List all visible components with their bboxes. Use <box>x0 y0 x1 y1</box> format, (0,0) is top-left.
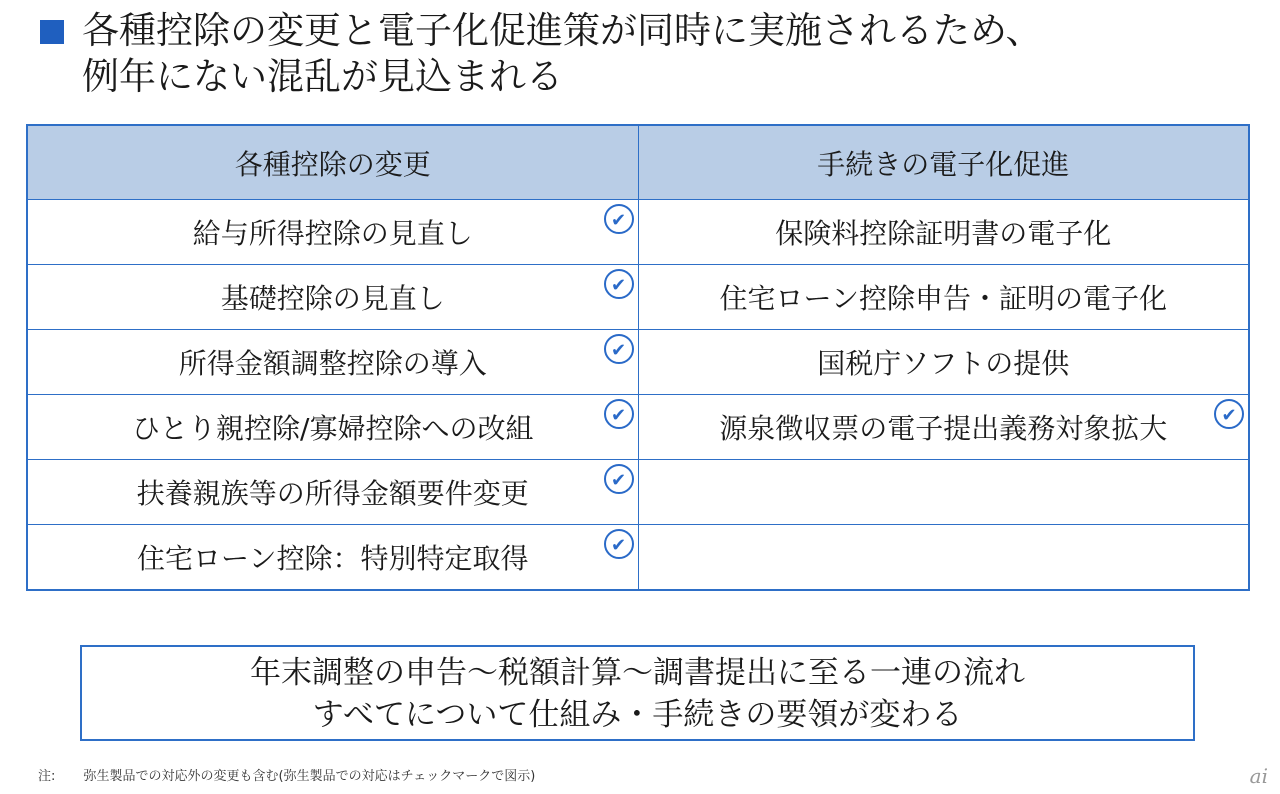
check-circle-icon: ✔ <box>604 204 634 234</box>
page-title <box>40 8 1260 100</box>
digitalization-label: 国税庁ソフトの提供 <box>817 347 1070 380</box>
footnote-label: 注: <box>38 769 56 784</box>
check-circle-icon: ✔ <box>1214 399 1244 429</box>
header-deductions: 各種控除の変更 <box>27 125 638 200</box>
digitalization-cell <box>638 395 1249 460</box>
digitalization-label: 住宅ローン控除申告・証明の電子化 <box>719 282 1167 315</box>
deduction-label: 基礎控除の見直し <box>220 282 445 315</box>
digitalization-cell <box>638 525 1249 591</box>
comparison-table <box>26 124 1250 591</box>
ai-logo: ai <box>1249 764 1268 788</box>
deduction-label: ひとり親控除/寡婦控除への改組 <box>132 412 534 445</box>
check-circle-icon: ✔ <box>604 464 634 494</box>
title-line-1: 各種控除の変更と電子化促進策が同時に実施されるため、 <box>82 9 1043 52</box>
title-bullet-square <box>40 20 64 44</box>
deduction-cell <box>27 330 638 395</box>
table-row <box>27 200 1249 265</box>
deduction-label: 給与所得控除の見直し <box>192 217 473 250</box>
digitalization-label: 保険料控除証明書の電子化 <box>775 217 1112 250</box>
deduction-label: 所得金額調整控除の導入 <box>178 347 487 380</box>
deduction-cell <box>27 265 638 330</box>
check-circle-icon: ✔ <box>604 269 634 299</box>
table-row <box>27 330 1249 395</box>
check-circle-icon: ✔ <box>604 399 634 429</box>
deduction-cell <box>27 395 638 460</box>
footnote-text: 弥生製品での対応外の変更も含む(弥生製品での対応はチェックマークで図示) <box>83 769 536 784</box>
header-digitalization: 手続きの電子化促進 <box>638 125 1249 200</box>
check-circle-icon: ✔ <box>604 529 634 559</box>
digitalization-cell <box>638 330 1249 395</box>
deduction-cell <box>27 200 638 265</box>
deduction-cell <box>27 460 638 525</box>
deduction-label: 住宅ローン控除：特別特定取得 <box>137 542 529 575</box>
digitalization-cell <box>638 200 1249 265</box>
table-row <box>27 525 1249 591</box>
title-line-2: 例年にない混乱が見込まれる <box>82 55 563 98</box>
table-row <box>27 460 1249 525</box>
footnote <box>38 765 535 784</box>
digitalization-cell <box>638 460 1249 525</box>
digitalization-label: 源泉徴収票の電子提出義務対象拡大 <box>719 412 1168 445</box>
summary-line-1: 年末調整の申告～税額計算～調書提出に至る一連の流れ <box>250 655 1025 691</box>
summary-box <box>80 645 1195 741</box>
digitalization-cell <box>638 265 1249 330</box>
check-circle-icon: ✔ <box>604 334 634 364</box>
deduction-cell <box>27 525 638 591</box>
deduction-label: 扶養親族等の所得金額要件変更 <box>136 477 529 510</box>
table-header-row <box>27 125 1249 200</box>
table-row <box>27 395 1249 460</box>
summary-line-2: すべてについて仕組み・手続きの要領が変わる <box>312 697 963 733</box>
table-row <box>27 265 1249 330</box>
